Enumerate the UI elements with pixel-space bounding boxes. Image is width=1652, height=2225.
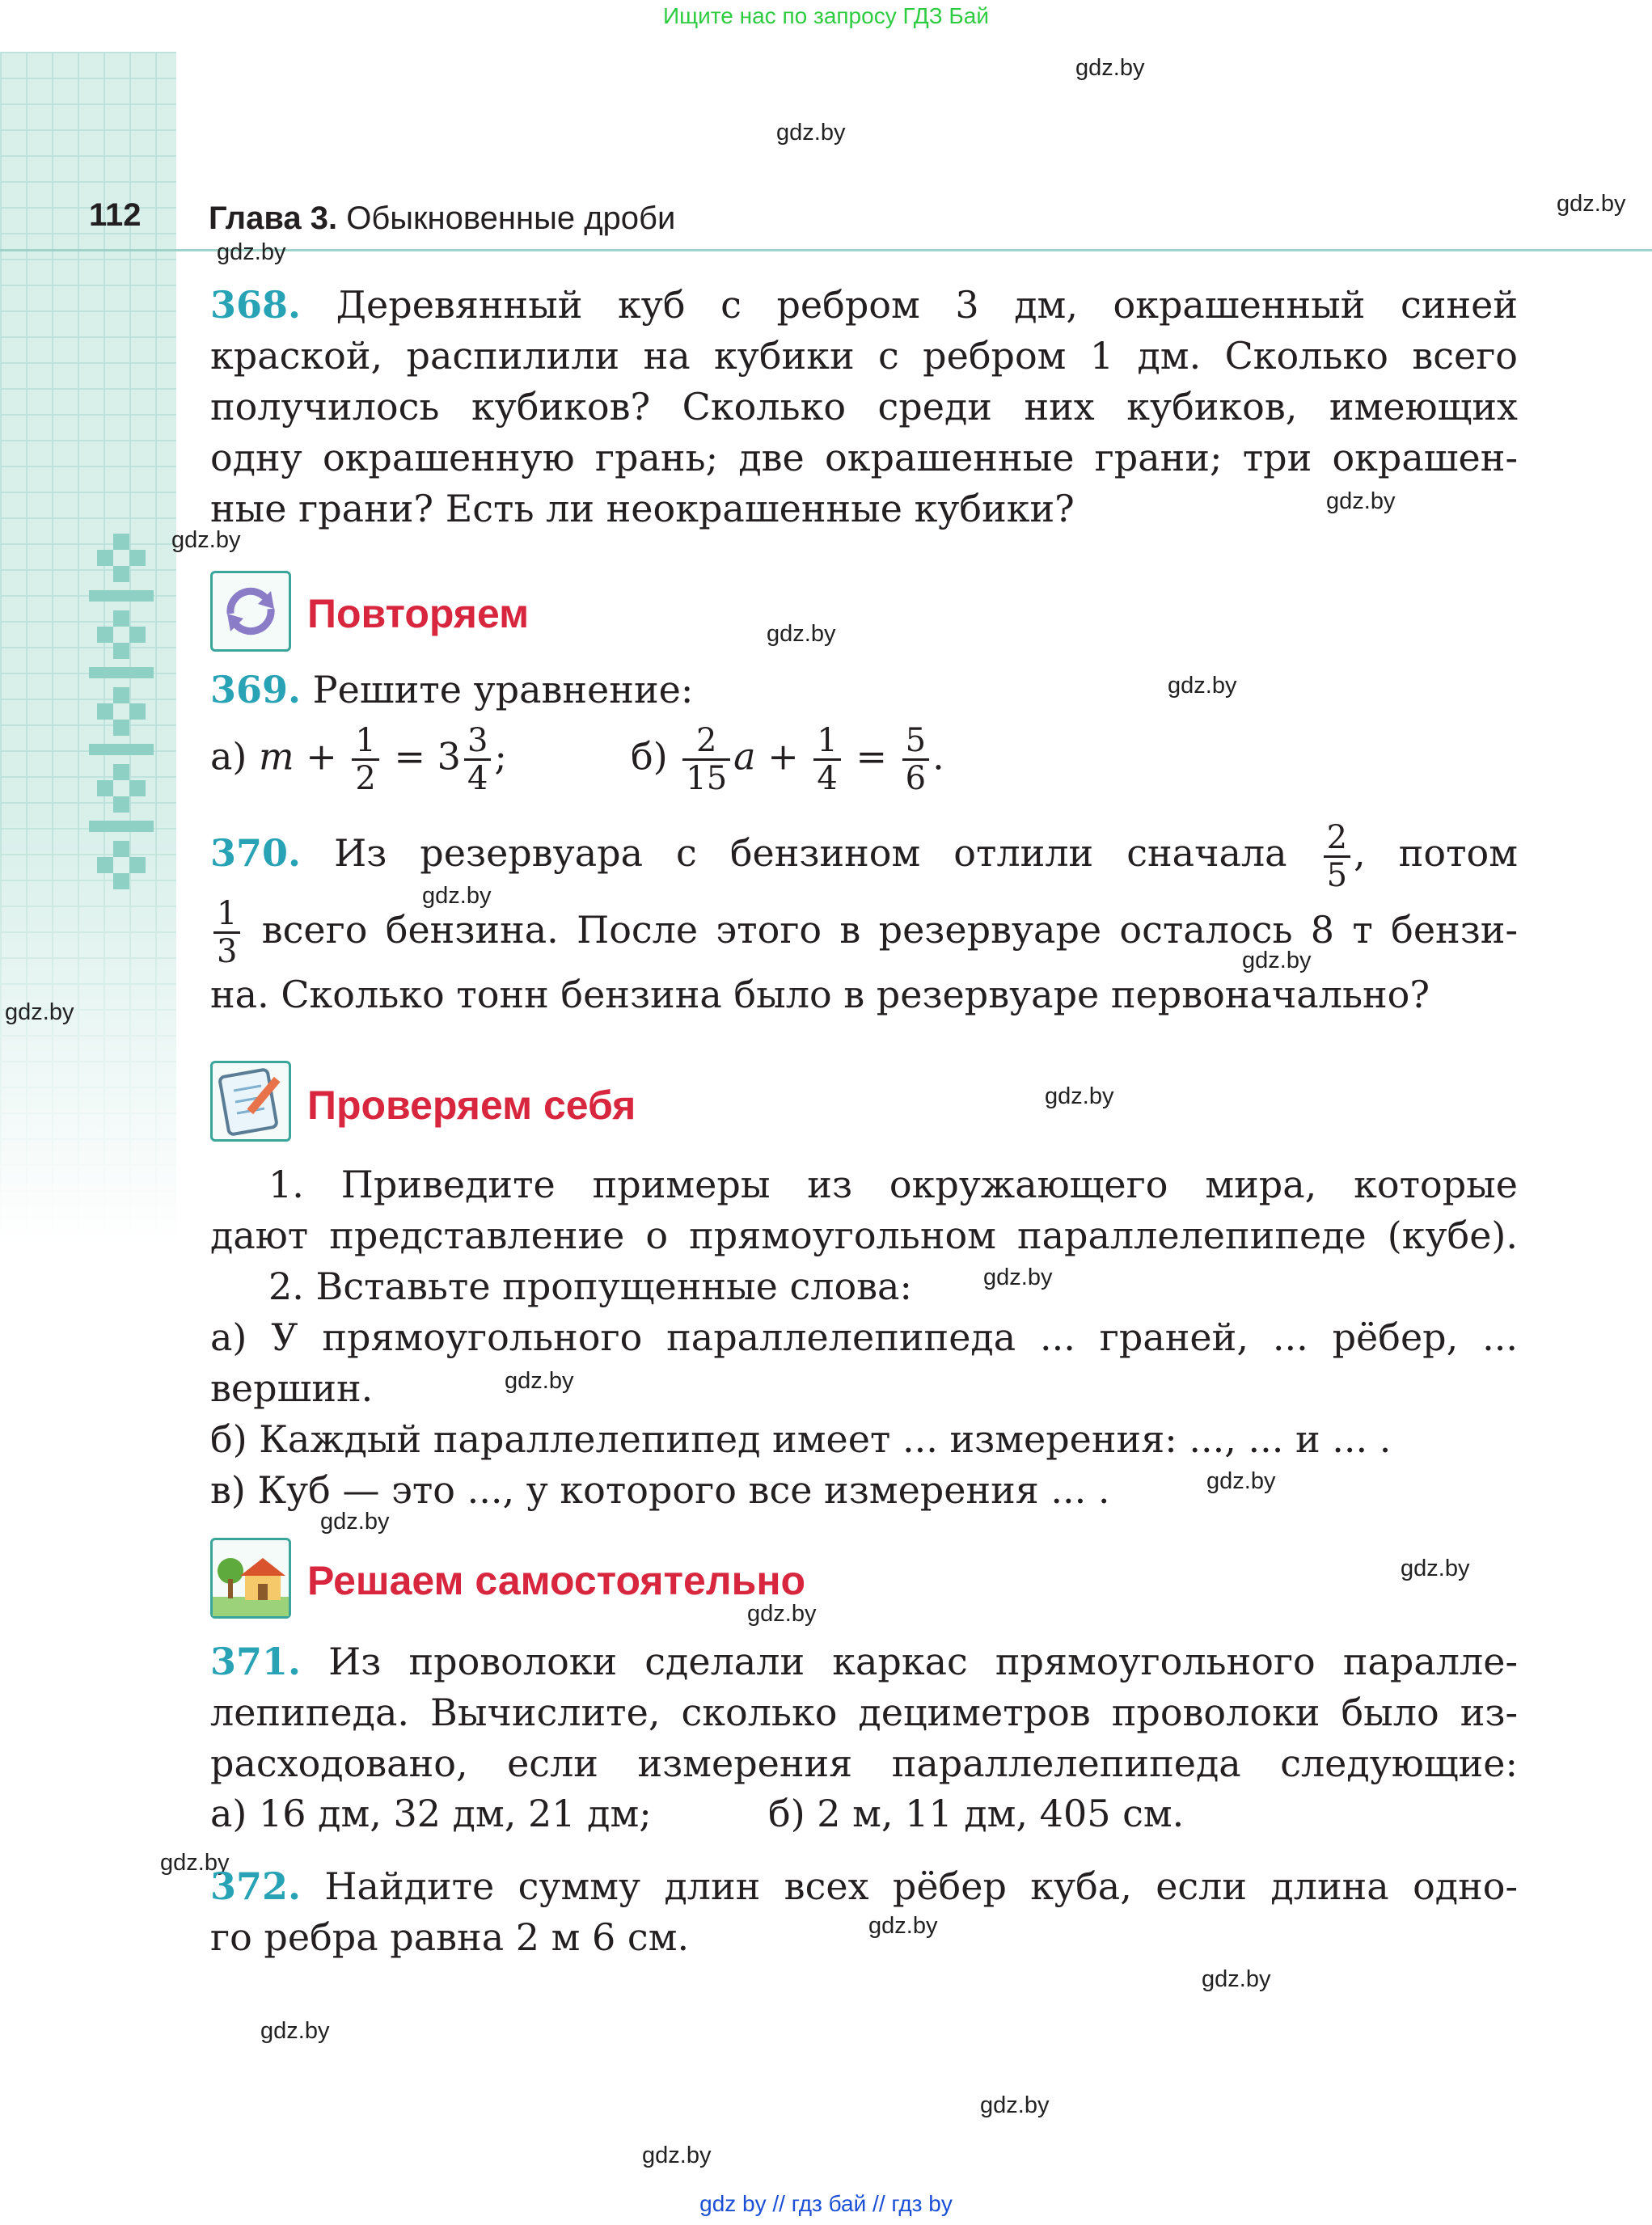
task-text-line: получилось кубиков? Сколько среди них кубиков, имеющих bbox=[210, 385, 1518, 429]
task-text-line: го ребра равна 2 м 6 см. bbox=[210, 1915, 690, 1959]
watermark: gdz.by bbox=[980, 2092, 1050, 2118]
watermark: gdz.by bbox=[776, 120, 846, 146]
equation-label: б) bbox=[631, 734, 668, 779]
denominator: 2 bbox=[355, 760, 376, 797]
denominator: 3 bbox=[217, 933, 238, 970]
repeat-arrows-icon bbox=[210, 571, 291, 652]
watermark: gdz.by bbox=[1202, 1966, 1271, 1992]
task-text-line: одну окрашенную грань; две окрашенные грани; три окрашен- bbox=[210, 436, 1518, 479]
task-number: 370. bbox=[210, 831, 302, 875]
watermark: gdz.by bbox=[5, 999, 74, 1025]
ornament-pattern bbox=[89, 534, 154, 906]
task-number: 371. bbox=[210, 1640, 302, 1683]
equation-a bbox=[210, 723, 507, 796]
fraction bbox=[902, 723, 929, 796]
task-368 bbox=[210, 280, 1518, 534]
watermark: gdz.by bbox=[260, 2018, 330, 2044]
watermark: gdz.by bbox=[1168, 673, 1237, 699]
task-text-line: ные грани? Есть ли неокрашенные кубики? bbox=[210, 487, 1075, 530]
task-371-option-b: б) 2 м, 11 дм, 405 см. bbox=[768, 1792, 1185, 1835]
fraction bbox=[464, 723, 491, 796]
task-text-line: Найдите сумму длин всех рёбер куба, если длина одно- bbox=[324, 1864, 1518, 1908]
watermark: gdz.by bbox=[868, 1913, 938, 1939]
numerator: 1 bbox=[213, 896, 240, 934]
page-number: 112 bbox=[89, 197, 142, 233]
watermark: gdz.by bbox=[1401, 1556, 1470, 1581]
punctuation: . bbox=[932, 734, 944, 779]
denominator: 5 bbox=[1326, 856, 1348, 894]
watermark: gdz.by bbox=[1206, 1468, 1276, 1494]
footer-links[interactable]: gdz by // гдз бай // гдз by bbox=[699, 2191, 953, 2216]
numerator: 2 bbox=[682, 723, 730, 761]
numerator: 1 bbox=[352, 723, 378, 761]
denominator: 4 bbox=[467, 760, 488, 797]
numerator: 5 bbox=[902, 723, 929, 761]
watermark: gdz.by bbox=[422, 883, 492, 909]
watermark: gdz.by bbox=[217, 239, 286, 265]
watermark: gdz.by bbox=[1242, 948, 1312, 973]
task-text-line: Из резервуара с бензином отлили сначала bbox=[334, 831, 1287, 875]
question-line: дают представление о прямоугольном параллелепипеде (кубе). bbox=[210, 1214, 1518, 1257]
denominator: 15 bbox=[686, 760, 728, 797]
punctuation: ; bbox=[494, 734, 507, 779]
fraction bbox=[1324, 820, 1350, 893]
task-text-line: расходовано, если измерения параллелепипеда следующие: bbox=[210, 1742, 1518, 1785]
top-banner[interactable]: Ищите нас по запросу ГДЗ Бай bbox=[662, 3, 990, 28]
task-369 bbox=[210, 665, 1518, 716]
fraction bbox=[682, 723, 730, 796]
watermark: gdz.by bbox=[171, 527, 241, 553]
task-text-line: Деревянный куб с ребром 3 дм, окрашенный синей bbox=[336, 283, 1518, 327]
fraction bbox=[813, 723, 840, 796]
task-text-line: всего бензина. После этого в резервуаре осталось 8 т бензи- bbox=[261, 907, 1518, 952]
equals-whole: = 3 bbox=[394, 734, 461, 779]
watermark: gdz.by bbox=[1326, 488, 1396, 514]
question-line: вершин. bbox=[210, 1366, 374, 1410]
check-block bbox=[210, 1159, 1518, 1516]
section-title-repeat: Повторяем bbox=[307, 591, 530, 636]
task-text-line: Из проволоки сделали каркас прямоугольного паралле- bbox=[328, 1640, 1519, 1683]
task-text-line: , потом bbox=[1354, 831, 1518, 875]
equals-sign: = bbox=[856, 734, 888, 779]
task-370 bbox=[210, 817, 1518, 1020]
task-371 bbox=[210, 1636, 1518, 1789]
numerator: 3 bbox=[464, 723, 491, 761]
section-title-check: Проверяем себя bbox=[307, 1083, 636, 1128]
question-line: а) У прямоугольного параллелепипеда ... граней, ... рёбер, ... bbox=[210, 1315, 1518, 1359]
denominator: 6 bbox=[905, 760, 927, 797]
question-line: 1. Приведите примеры из окружающего мира, которые bbox=[268, 1163, 1518, 1206]
watermark: gdz.by bbox=[642, 2143, 712, 2168]
task-text: Решите уравнение: bbox=[312, 668, 694, 711]
numerator: 1 bbox=[813, 723, 840, 761]
equation-label: а) bbox=[210, 734, 247, 779]
watermark: gdz.by bbox=[1557, 191, 1626, 217]
task-number: 372. bbox=[210, 1864, 302, 1908]
task-372 bbox=[210, 1861, 1518, 1963]
chapter-label: Глава 3. bbox=[209, 201, 338, 236]
task-number: 368. bbox=[210, 283, 302, 327]
watermark: gdz.by bbox=[1075, 55, 1145, 81]
equation-b bbox=[631, 723, 944, 796]
chapter-heading bbox=[209, 201, 675, 237]
numerator: 2 bbox=[1324, 820, 1350, 858]
watermark: gdz.by bbox=[505, 1368, 574, 1394]
question-line: в) Куб — это ..., у которого все измерения ... . bbox=[210, 1468, 1110, 1512]
question-line: 2. Вставьте пропущенные слова: bbox=[268, 1264, 912, 1308]
fraction bbox=[213, 896, 240, 969]
section-title-self: Решаем самостоятельно bbox=[307, 1558, 806, 1603]
watermark: gdz.by bbox=[160, 1850, 230, 1876]
task-text-line: лепипеда. Вычислите, сколько дециметров проволоки было из- bbox=[210, 1691, 1518, 1734]
watermark: gdz.by bbox=[767, 621, 836, 647]
plus-sign: + bbox=[306, 734, 337, 779]
decorative-left-strip bbox=[0, 52, 176, 2225]
denominator: 4 bbox=[817, 760, 838, 797]
task-text-line: краской, распилили на кубики с ребром 1 дм. Сколько всего bbox=[210, 334, 1518, 378]
task-text-line: на. Сколько тонн бензина было в резервуаре первоначально? bbox=[210, 973, 1430, 1016]
watermark: gdz.by bbox=[983, 1264, 1053, 1290]
chapter-title: Обыкновенные дроби bbox=[346, 201, 676, 236]
plus-sign: + bbox=[767, 734, 799, 779]
watermark: gdz.by bbox=[1045, 1083, 1114, 1109]
fraction bbox=[352, 723, 378, 796]
watermark: gdz.by bbox=[320, 1509, 390, 1535]
task-number: 369. bbox=[210, 668, 302, 711]
tablet-pencil-icon bbox=[210, 1061, 291, 1142]
house-tree-icon bbox=[210, 1538, 291, 1619]
question-line: б) Каждый параллелепипед имеет ... измерения: ..., ... и ... . bbox=[210, 1417, 1392, 1461]
watermark: gdz.by bbox=[747, 1601, 817, 1627]
variable: a bbox=[733, 734, 756, 779]
task-371-option-a: а) 16 дм, 32 дм, 21 дм; bbox=[210, 1792, 652, 1835]
variable: m bbox=[259, 734, 294, 779]
